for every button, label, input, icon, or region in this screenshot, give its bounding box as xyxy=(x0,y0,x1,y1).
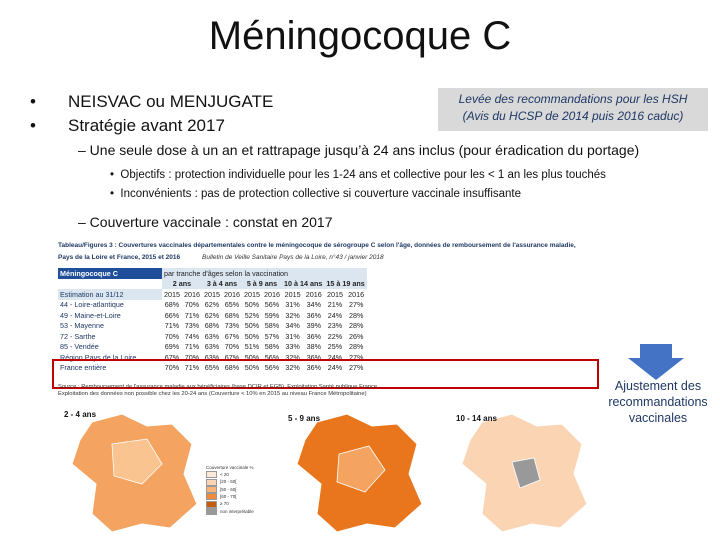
coverage-value: 68% xyxy=(224,363,240,373)
coverage-value: 36% xyxy=(306,331,321,341)
coverage-value: 68% xyxy=(224,310,240,320)
coverage-value: 57% xyxy=(264,331,280,341)
legend-swatch xyxy=(206,471,217,478)
coverage-value: 27% xyxy=(348,363,364,373)
coverage-value: 65% xyxy=(224,300,240,310)
bullet-item: • NEISVAC ou MENJUGATE xyxy=(30,90,273,114)
coverage-value: 38% xyxy=(306,342,321,352)
header-group-cell: Méningocoque C xyxy=(58,268,162,279)
coverage-value: 62% xyxy=(204,300,220,310)
coverage-value: 62% xyxy=(204,310,220,320)
coverage-value: 32% xyxy=(285,310,300,320)
year-cell: 2016 xyxy=(305,289,322,299)
bullet-text-1: NEISVAC ou MENJUGATE xyxy=(68,92,274,111)
age-group-cell: 15 à 19 ans xyxy=(326,279,365,289)
coverage-value: 24% xyxy=(327,363,343,373)
slide-title: Méningocoque C xyxy=(208,14,512,58)
coverage-value: 63% xyxy=(204,342,220,352)
map-label-2-4: 2 - 4 ans xyxy=(64,410,97,419)
sub-sub-list xyxy=(110,166,606,204)
year-cell: 2015 xyxy=(284,289,301,299)
coverage-value: 56% xyxy=(264,300,280,310)
year-cell: 2015 xyxy=(244,289,260,299)
legend-swatch xyxy=(206,501,217,508)
map-legend xyxy=(206,464,254,515)
table-age-row xyxy=(58,279,367,290)
coverage-value: 36% xyxy=(306,363,321,373)
coverage-value: 22% xyxy=(327,331,343,341)
coverage-value: 50% xyxy=(244,300,260,310)
coverage-value: 70% xyxy=(164,331,180,341)
year-cell: 2016 xyxy=(348,289,365,299)
row-label: France entière xyxy=(60,363,107,373)
legend-item xyxy=(206,500,254,507)
coverage-value: 71% xyxy=(164,321,180,331)
legend-item xyxy=(206,478,254,485)
coverage-value: 68% xyxy=(204,321,220,331)
bullet-list xyxy=(30,90,273,138)
coverage-value: 74% xyxy=(184,331,200,341)
legend-swatch xyxy=(206,486,217,493)
row-label: Région Pays de la Loire xyxy=(60,352,137,362)
map-label-5-9: 5 - 9 ans xyxy=(288,414,321,423)
reco-line-1: Levée des recommandations pour les HSH xyxy=(458,92,688,106)
coverage-value: 59% xyxy=(264,310,280,320)
legend-item xyxy=(206,486,254,493)
coverage-value: 34% xyxy=(306,300,321,310)
coverage-value: 70% xyxy=(184,300,200,310)
down-arrow-icon xyxy=(626,344,686,380)
sub-bullet-dose: – Une seule dose à un an et rattrapage jusqu’à 24 ans inclus (pour éradication du portage) xyxy=(78,142,640,158)
coverage-value: 56% xyxy=(264,363,280,373)
coverage-value: 24% xyxy=(327,310,343,320)
coverage-value: 50% xyxy=(244,321,260,331)
coverage-value: 63% xyxy=(204,352,220,362)
coverage-value: 67% xyxy=(224,331,240,341)
legend-label: [20 - 50[ xyxy=(220,479,237,485)
map-10-14-ans xyxy=(462,414,587,532)
table-header-row xyxy=(58,268,367,279)
department-label: 44 - Loire-atlantique xyxy=(60,300,124,310)
coverage-value: 69% xyxy=(164,342,180,352)
sub-bullet-couverture: – Couverture vaccinale : constat en 2017 xyxy=(78,214,333,230)
coverage-value: 68% xyxy=(164,300,180,310)
coverage-value: 32% xyxy=(285,363,300,373)
coverage-value: 56% xyxy=(264,352,280,362)
coverage-value: 58% xyxy=(264,321,280,331)
year-cell: 2015 xyxy=(326,289,343,299)
recommendation-box xyxy=(438,88,708,131)
bullet-text-2: Stratégie avant 2017 xyxy=(68,116,225,135)
table-row xyxy=(58,321,367,332)
year-cell: 2016 xyxy=(224,289,240,299)
coverage-value: 36% xyxy=(306,310,321,320)
coverage-value: 71% xyxy=(184,310,200,320)
map-label-10-14: 10 - 14 ans xyxy=(456,414,497,423)
coverage-value: 34% xyxy=(285,321,300,331)
bullet-item: • Stratégie avant 2017 xyxy=(30,114,273,138)
year-cell: 2015 xyxy=(204,289,220,299)
year-cell: 2016 xyxy=(264,289,280,299)
legend-label: [50 - 60[ xyxy=(220,486,237,492)
legend-label: [60 - 70[ xyxy=(220,493,237,499)
legend-item xyxy=(206,508,254,515)
coverage-value: 73% xyxy=(184,321,200,331)
figure-pays: Pays de la Loire et France, 2015 et 2016 xyxy=(58,254,181,261)
table-year-row xyxy=(58,289,367,300)
figure-bulletin: Bulletin de Veille Sanitaire Pays de la Loire, n°43 / janvier 2018 xyxy=(202,254,384,261)
coverage-value: 28% xyxy=(348,310,364,320)
legend-item xyxy=(206,471,254,478)
legend-swatch xyxy=(206,508,217,515)
coverage-value: 25% xyxy=(327,342,343,352)
age-group-cell: 2 ans xyxy=(162,279,202,290)
legend-label: non interprétable xyxy=(220,508,254,514)
coverage-value: 24% xyxy=(327,352,343,362)
sub-sub-item: • Objectifs : protection individuelle pour les 1-24 ans et collective pour les < 1 an les plus touchés xyxy=(110,169,606,181)
coverage-value: 71% xyxy=(184,363,200,373)
department-label: 49 - Maine-et-Loire xyxy=(60,310,121,320)
coverage-value: 67% xyxy=(164,352,180,362)
table-row xyxy=(58,310,367,321)
department-label: 85 - Vendée xyxy=(60,342,99,352)
map-5-9-ans xyxy=(297,414,422,532)
map-2-4-ans xyxy=(72,414,197,532)
coverage-value: 63% xyxy=(204,331,220,341)
coverage-table xyxy=(58,268,367,373)
adjustment-text: Ajustement des recommandations vaccinales xyxy=(608,379,708,425)
age-group-cell: 3 à 4 ans xyxy=(202,279,242,290)
coverage-value: 33% xyxy=(285,342,300,352)
table-row xyxy=(58,342,367,353)
coverage-value: 26% xyxy=(348,331,364,341)
legend-label: < 20 xyxy=(220,472,229,477)
coverage-value: 28% xyxy=(348,321,364,331)
objectifs-text: Objectifs : protection individuelle pour les 1-24 ans et collective pour les < 1 an les plus touchés xyxy=(120,169,606,181)
department-label: 72 - Sarthe xyxy=(60,331,96,341)
reco-line-2: (Avis du HCSP de 2014 puis 2016 caduc) xyxy=(462,109,684,123)
legend-title: Couverture vaccinale % xyxy=(206,465,254,470)
coverage-value: 50% xyxy=(244,331,260,341)
legend-swatch xyxy=(206,479,217,486)
estimation-cell: Estimation au 31/12 xyxy=(58,289,162,300)
table-row xyxy=(58,331,367,342)
coverage-value: 67% xyxy=(224,352,240,362)
coverage-value: 52% xyxy=(244,310,260,320)
figure-caption: Tableau/Figures 3 : Couvertures vaccinales départementales contre le méningocoque de sérogroupe C selon l'âge, données de remboursement de l'assurance maladie, xyxy=(58,242,576,249)
year-cell: 2015 xyxy=(164,289,180,299)
sub-sub-item: • Inconvénients : pas de protection collective si couverture vaccinale insuffisante xyxy=(110,188,522,200)
coverage-value: 50% xyxy=(244,363,260,373)
coverage-value: 27% xyxy=(348,352,364,362)
coverage-value: 50% xyxy=(244,352,260,362)
coverage-value: 31% xyxy=(285,300,300,310)
coverage-value: 73% xyxy=(224,321,240,331)
coverage-value: 71% xyxy=(184,342,200,352)
inconvenients-text: Inconvénients : pas de protection collective si couverture vaccinale insuffisante xyxy=(120,188,522,200)
coverage-value: 70% xyxy=(224,342,240,352)
coverage-value: 58% xyxy=(264,342,280,352)
coverage-value: 39% xyxy=(306,321,321,331)
department-label: 53 - Mayenne xyxy=(60,321,104,331)
coverage-value: 21% xyxy=(327,300,343,310)
coverage-value: 70% xyxy=(164,363,180,373)
maps-area xyxy=(52,404,600,540)
header-par-cell: par tranche d'âges selon la vaccination xyxy=(162,268,367,279)
coverage-value: 70% xyxy=(184,352,200,362)
figure-source: Source : Remboursement de l'assurance maladie aux bénéficiaires (base DCIR et EGB). Exploitation Santé publique France. Exploitation des données non possible chez les 20-24 ans (Couverture < 10% en 2015 au niveau France Métropolitaine) xyxy=(58,384,379,397)
coverage-value: 31% xyxy=(285,331,300,341)
legend-item xyxy=(206,493,254,500)
empty-cell xyxy=(58,279,162,290)
legend-label: ≥ 70 xyxy=(220,501,229,507)
legend-swatch xyxy=(206,493,217,500)
year-cell: 2016 xyxy=(184,289,200,299)
coverage-value: 36% xyxy=(306,352,321,362)
coverage-value: 27% xyxy=(348,300,364,310)
age-group-cell: 5 à 9 ans xyxy=(242,279,282,290)
coverage-value: 66% xyxy=(164,310,180,320)
table-row xyxy=(58,300,367,311)
age-group-cell: 10 à 14 ans xyxy=(284,279,323,289)
coverage-value: 65% xyxy=(204,363,220,373)
coverage-value: 32% xyxy=(285,352,300,362)
coverage-value: 51% xyxy=(244,342,260,352)
coverage-value: 23% xyxy=(327,321,343,331)
coverage-value: 28% xyxy=(348,342,364,352)
